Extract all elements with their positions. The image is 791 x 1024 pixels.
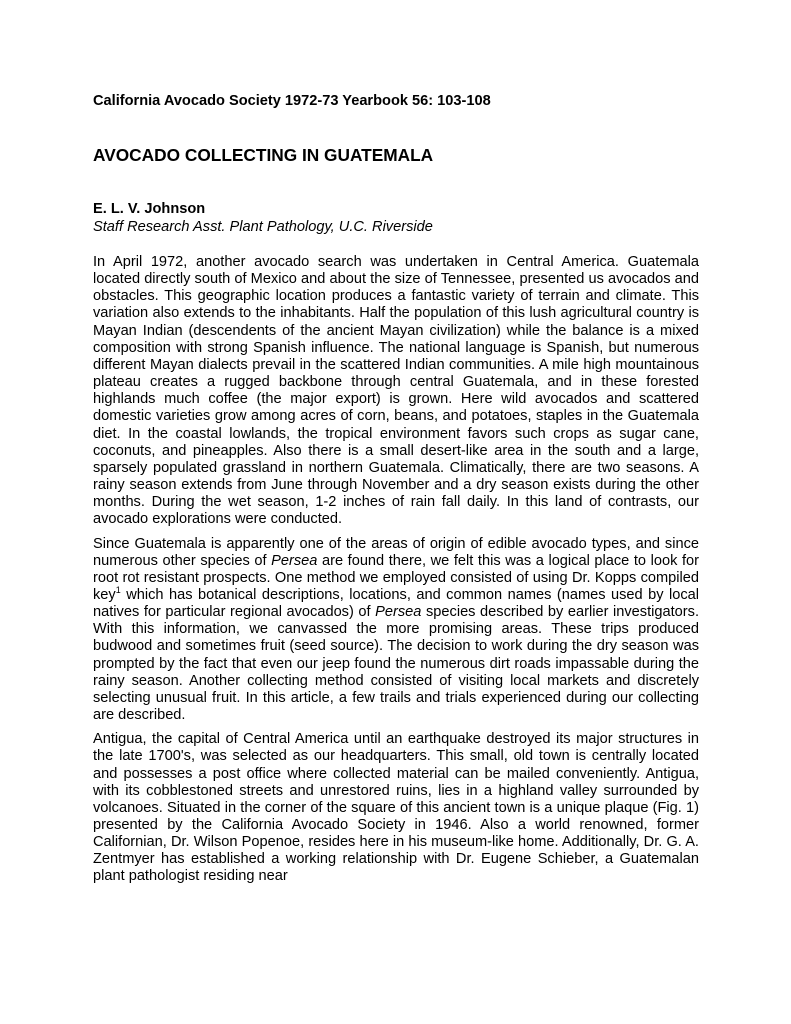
author-name: E. L. V. Johnson: [93, 201, 206, 217]
author-affiliation: Staff Research Asst. Plant Pathology, U.C. Riverside: [93, 219, 433, 235]
footnote-marker: 1: [115, 585, 121, 596]
paragraph-2-text: species described by earlier investigators. With this information, we canvassed the more promising areas. These trips produced budwood and sometimes fruit (seed source). The decision to work during the dry season was prompted by the fact that even our jeep found the numerous dirt roads impassable during the rainy season. Another collecting method consisted of visiting local markets and discretely selecting unusual fruit. In this article, a few trails and trials experienced during our collecting are described.: [93, 604, 699, 724]
paragraph-2: [93, 536, 699, 725]
paragraph-2-text: which has botanical descriptions, locations, and common names (names used by local natives for particular regional avocados) of: [93, 586, 699, 621]
species-name-persea: Persea: [375, 604, 422, 621]
article-body: [93, 254, 699, 893]
article-title: AVOCADO COLLECTING IN GUATEMALA: [93, 145, 434, 165]
paragraph-2-text: compiled key: [93, 569, 699, 603]
paragraph-2-text: are found there, we felt this was a logical place to look for root rot resistant prospects. One method we employed consisted of using Dr. Kopps: [93, 552, 700, 586]
paragraph-3: Antigua, the capital of Central America until an earthquake destroyed its major structures in the late 1700's, was selected as our headquarters. This small, old town is centrally located and possesses a post office where collected material can be mailed conveniently. Antigua, with its cobblestoned streets and unrestored ruins, lies in a highland valley surrounded by volcanoes. Situated in the corner of the square of this ancient town is a unique plaque (Fig. 1) presented by the California Avocado Society in 1946. Also a world renowned, former Californian, Dr. Wilson Popenoe, resides here in his museum-like home. Additionally, Dr. G. A. Zentmyer has established a working relationship with Dr. Eugene Schieber, a Guatemalan plant pathologist residing near: [93, 731, 699, 885]
paragraph-2-text: Since Guatemala is apparently one of the areas of origin of edible avocado types, and since numerous other species of: [93, 535, 699, 569]
species-name-persea: Persea: [271, 552, 318, 569]
paragraph-1: In April 1972, another avocado search was undertaken in Central America. Guatemala located directly south of Mexico and about the size of Tennessee, presented us avocados and obstacles. This geographic location produces a fantastic variety of terrain and climate. This variation also extends to the inhabitants. Half the population of this lush agricultural country is Mayan Indian (descendents of the ancient Mayan civilization) while the balance is a mixed composition with strong Spanish influence. The national language is Spanish, but numerous different Mayan dialects prevail in the scattered Indian communities. A mile high mountainous plateau creates a rugged backbone through central Guatemala, and in these forested highlands much coffee (the major export) is grown. Here wild avocados and scattered domestic varieties grow among acres of corn, beans, and potatoes, staples in the Guatemala diet. In the coastal lowlands, the tropical environment favors such crops as sugar cane, coconuts, and pineapples. Also there is a small desert-like area in the south and a large, sparsely populated grassland in northern Guatemala. Climatically, there are two seasons. A rainy season extends from June through November and a dry season exists during the other months. During the wet season, 1-2 inches of rain fall daily. In this land of contrasts, our avocado explorations were conducted.: [93, 254, 699, 528]
citation-header: California Avocado Society 1972-73 Yearbook 56: 103-108: [93, 93, 491, 109]
